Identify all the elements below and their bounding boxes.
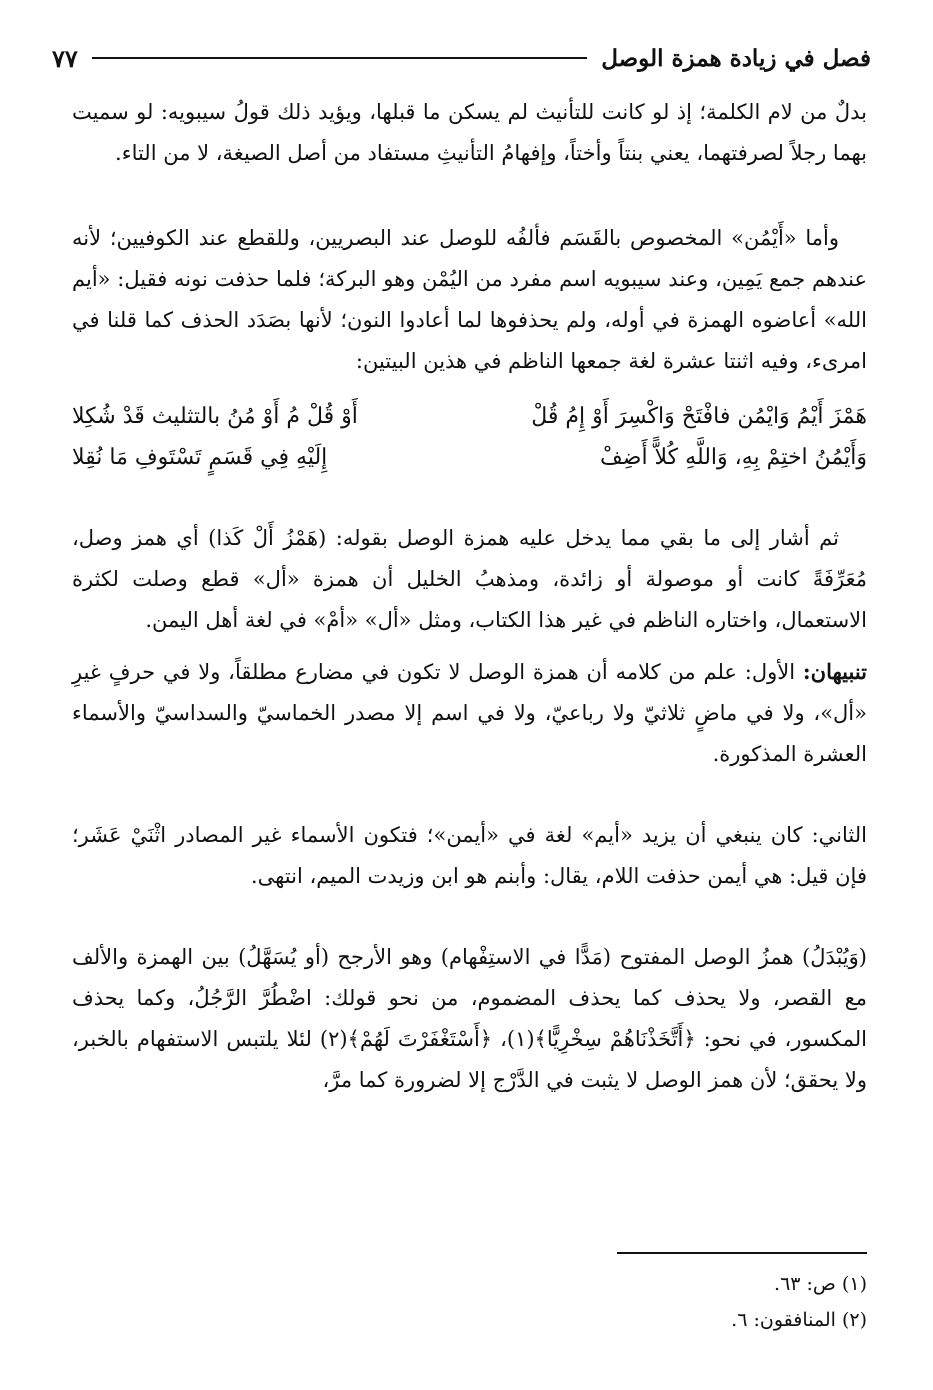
body-text — [72, 92, 867, 1101]
paragraph-notes-first — [72, 651, 867, 775]
verse-second-hemistich: إِلَيْهِ فِي قَسَمٍ تَسْتَوفِ مَا نُقِلا — [72, 445, 328, 470]
poem-verses — [72, 396, 867, 478]
paragraph-hamz-al: ثم أشار إلى ما بقي مما يدخل عليه همزة الوصل بقوله: (هَمْزُ أَلْ كَذا) أي همز وصل، مُعَرِّفَةً كانت أو موصولة أو زائدة، ومذهبُ الخليل أن همزة «أل» قطع وصلت لكثرة الاستعمال، واختاره الناظم في غير هذا الكتاب، ومثل «أل» «أمْ» في لغة أهل اليمن. — [72, 526, 867, 632]
page-number: ٧٧ — [52, 43, 78, 73]
header-rule — [92, 57, 587, 59]
footnotes — [300, 1266, 867, 1338]
note-first-text: الأول: علم من كلامه أن همزة الوصل لا تكون في مضارع مطلقاً، ولا في حرفٍ غيرِ «أل»، ولا في ماضٍ ثلاثيّ ولا رباعيّ، ولا في اسم إلا مصدر الخماسيّ والسداسيّ والأسماء العشرة المذكورة. — [72, 660, 867, 766]
verse-line — [72, 437, 867, 478]
running-title: فصل في زيادة همزة الوصل — [601, 44, 871, 72]
running-head — [52, 38, 871, 78]
paragraph-aymun: وأما «أَيْمُن» المخصوص بالقَسَم فألفُه للوصل عند البصريين، وللقطع عند الكوفيين؛ لأنه عندهم جمع يَمِين، وعند سيبويه اسم مفرد من اليُمْن وهو البركة؛ فلما حذفت نونه فقيل: «أيم الله» أعاضوه الهمزة في أوله، ولم يحذفوها لما أعادوا النون؛ لأنها بصَدَد الحذف كما قلنا في امرىء، وفيه اثنتا عشرة لغة جمعها الناظم في هذين البيتين: — [72, 226, 867, 373]
footnote-rule — [617, 1252, 867, 1254]
paragraph-substitution: (وَيُبْدَلُ) همزُ الوصل المفتوح (مَدًّا في الاستِفْهام) وهو الأرجح (أو يُسَهَّلُ) بين الهمزة والألف مع القصر، ولا يحذف كما يحذف المضموم، من نحو قولك: اضْطُرَّ الرَّجُلُ، وكما يحذف المكسور، في نحو: ﴿أَتَّخَذْنَاهُمْ سِخْرِيًّا﴾(١)، ﴿أَسْتَغْفَرْتَ لَهُمْ﴾(٢) لئلا يلتبس الاستفهام بالخبر، ولا يحقق؛ لأن همز الوصل لا يثبت في الدَّرْج إلا لضرورة كما مرَّ، — [72, 945, 868, 1092]
footnote: (٢) المنافقون: ٦. — [731, 1309, 867, 1331]
footnote: (١) ص: ٦٣. — [774, 1273, 867, 1295]
notes-label: تنبيهان: — [802, 659, 867, 684]
verse-first-hemistich: هَمْزَ أَيْمُ وَايْمُن فافْتَحْ وَاكْسِرَ أَوْ إِمُ قُلْ — [531, 404, 867, 429]
verse-first-hemistich: وَأَيْمُنُ اختِمْ بِهِ، وَاللَّهِ كُلاًّ أَضِفْ — [600, 445, 867, 470]
verse-second-hemistich: أَوْ قُلْ مُ أَوْ مُنُ بالتثليث قَدْ شُكِلا — [72, 404, 358, 429]
paragraph-notes-second: الثاني: كان ينبغي أن يزيد «أيم» لغة في «أيمن»؛ فتكون الأسماء غير المصادر اثْنَيْ عَشَر؛ فإن قيل: هي أيمن حذفت اللام، يقال: وأبنم هو ابن وزيدت الميم، انتهى. — [72, 823, 867, 888]
verse-line — [72, 396, 867, 437]
paragraph-continuation: بدلٌ من لام الكلمة؛ إذ لو كانت للتأنيث لم يسكن ما قبلها، ويؤيد ذلك قولُ سيبويه: لو سميت بهما رجلاً لصرفتهما، يعني بنتاً وأختاً، وإفهامُ التأنيثِ مستفاد من أصل الصيغة، لا من التاء. — [72, 100, 867, 165]
